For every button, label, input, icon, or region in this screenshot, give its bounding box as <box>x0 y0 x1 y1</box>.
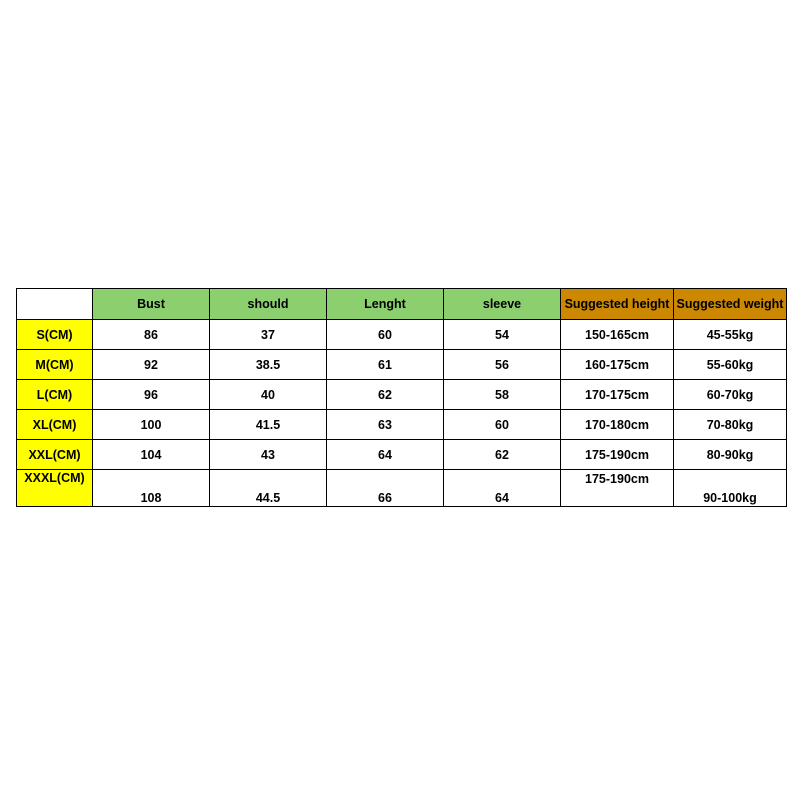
row-size-label: M(CM) <box>17 350 93 380</box>
row-sleeve-value: 54 <box>444 320 561 350</box>
header-cell-suggested-height: Suggested height <box>561 289 674 320</box>
row-weight-value: 60-70kg <box>674 380 787 410</box>
header-cell-bust: Bust <box>93 289 210 320</box>
row-size-label: XXXL(CM) <box>17 470 93 507</box>
size-chart-container <box>16 288 784 507</box>
row-size-label: S(CM) <box>17 320 93 350</box>
row-height-value: 175-190cm <box>561 440 674 470</box>
row-shoulder-value: 38.5 <box>210 350 327 380</box>
row-weight-value: 80-90kg <box>674 440 787 470</box>
table-row <box>17 380 787 410</box>
row-shoulder-value: 41.5 <box>210 410 327 440</box>
row-sleeve-value: 58 <box>444 380 561 410</box>
row-size-label: XXL(CM) <box>17 440 93 470</box>
row-size-label: XL(CM) <box>17 410 93 440</box>
row-weight-value: 70-80kg <box>674 410 787 440</box>
row-sleeve-value: 56 <box>444 350 561 380</box>
row-sleeve-value: 60 <box>444 410 561 440</box>
table-row <box>17 410 787 440</box>
row-weight-value: 45-55kg <box>674 320 787 350</box>
row-height-value: 170-175cm <box>561 380 674 410</box>
row-bust-value: 86 <box>93 320 210 350</box>
header-cell-shoulder: should <box>210 289 327 320</box>
row-length-value: 66 <box>327 470 444 507</box>
header-cell-length: Lenght <box>327 289 444 320</box>
row-bust-value: 100 <box>93 410 210 440</box>
header-cell-sleeve: sleeve <box>444 289 561 320</box>
row-shoulder-value: 37 <box>210 320 327 350</box>
row-sleeve-value: 64 <box>444 470 561 507</box>
row-height-value: 175-190cm <box>561 470 674 507</box>
row-bust-value: 92 <box>93 350 210 380</box>
row-bust-value: 104 <box>93 440 210 470</box>
row-length-value: 61 <box>327 350 444 380</box>
row-bust-value: 96 <box>93 380 210 410</box>
row-weight-value: 90-100kg <box>674 470 787 507</box>
header-cell-suggested-weight: Suggested weight <box>674 289 787 320</box>
size-chart-table <box>16 288 787 507</box>
header-cell-size <box>17 289 93 320</box>
table-row <box>17 320 787 350</box>
row-length-value: 63 <box>327 410 444 440</box>
row-shoulder-value: 43 <box>210 440 327 470</box>
table-row <box>17 470 787 507</box>
row-shoulder-value: 40 <box>210 380 327 410</box>
row-length-value: 62 <box>327 380 444 410</box>
row-length-value: 60 <box>327 320 444 350</box>
row-height-value: 170-180cm <box>561 410 674 440</box>
table-header-row <box>17 289 787 320</box>
row-size-label: L(CM) <box>17 380 93 410</box>
table-row <box>17 440 787 470</box>
row-weight-value: 55-60kg <box>674 350 787 380</box>
row-shoulder-value: 44.5 <box>210 470 327 507</box>
row-sleeve-value: 62 <box>444 440 561 470</box>
row-length-value: 64 <box>327 440 444 470</box>
table-row <box>17 350 787 380</box>
row-bust-value: 108 <box>93 470 210 507</box>
row-height-value: 150-165cm <box>561 320 674 350</box>
row-height-value: 160-175cm <box>561 350 674 380</box>
